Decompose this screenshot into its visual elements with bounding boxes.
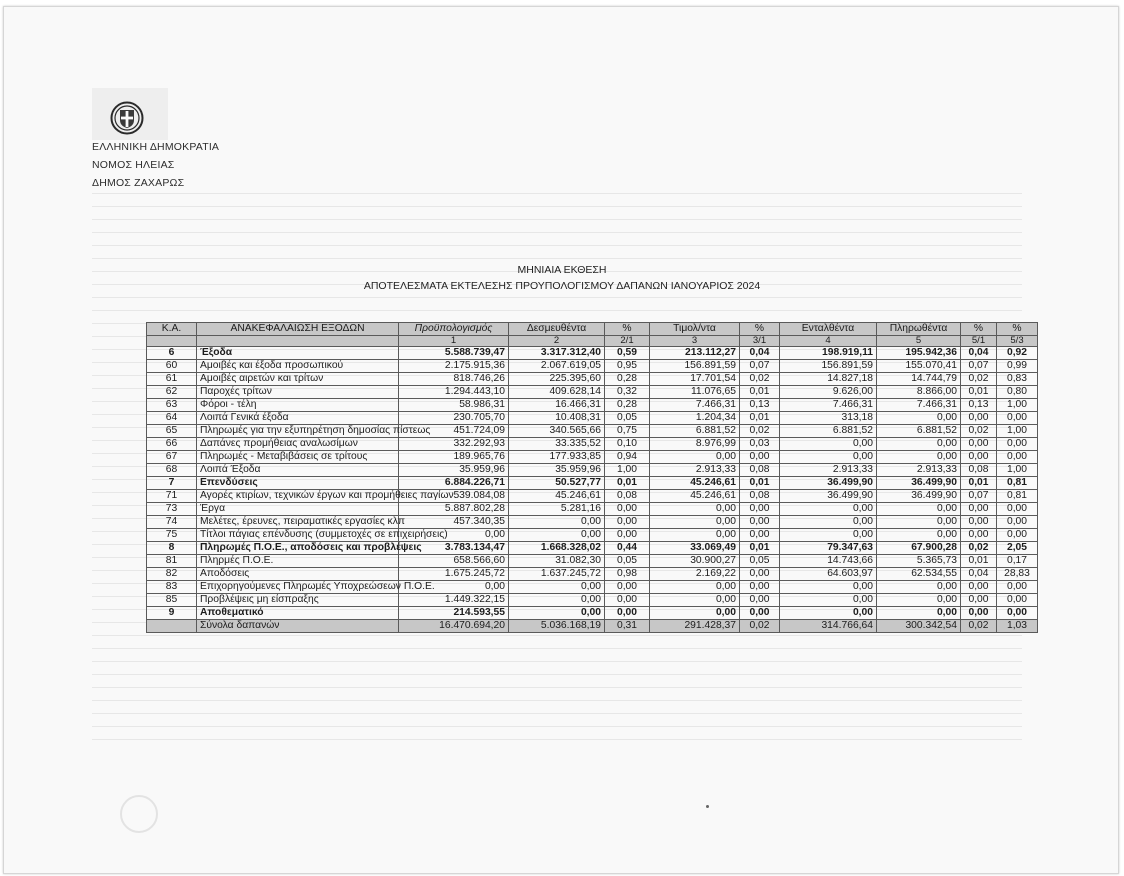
cell-pct-3-1: 0,07 <box>740 360 780 373</box>
cell-budget: 58.986,31 <box>399 399 509 412</box>
subheader-cell: 4 <box>780 336 877 347</box>
cell-committed: 0,00 <box>509 594 605 607</box>
cell-budget: 332.292,93 <box>399 438 509 451</box>
cell-ordered: 0,00 <box>780 516 877 529</box>
table-row <box>147 490 1038 503</box>
cell-committed: 225.395,60 <box>509 373 605 386</box>
cell-ordered: 0,00 <box>780 594 877 607</box>
cell-ordered: 14.743,66 <box>780 555 877 568</box>
cell-paid: 14.744,79 <box>877 373 961 386</box>
cell-pct-5-3: 0,00 <box>997 581 1038 594</box>
cell-paid: 8.866,00 <box>877 386 961 399</box>
cell-invoiced: 0,00 <box>650 581 740 594</box>
totals-row <box>147 620 1038 633</box>
cell-code: 68 <box>147 464 197 477</box>
cell-paid: 0,00 <box>877 581 961 594</box>
cell-pct-5-1: 0,00 <box>961 412 997 425</box>
greek-emblem-icon <box>110 101 144 135</box>
cell-description: Πληρμές Π.Ο.Ε. <box>197 555 399 568</box>
header-line-republic: ΕΛΛΗΝΙΚΗ ΔΗΜΟΚΡΑΤΙΑ <box>92 141 220 153</box>
cell-invoiced: 6.881,52 <box>650 425 740 438</box>
cell-pct-5-3: 0,81 <box>997 490 1038 503</box>
cell-pct-5-1: 0,00 <box>961 516 997 529</box>
cell-invoiced: 2.913,33 <box>650 464 740 477</box>
table-row <box>147 568 1038 581</box>
cell-pct-3-1: 0,00 <box>740 516 780 529</box>
report-subtitle: ΑΠΟΤΕΛΕΣΜΑΤΑ ΕΚΤΕΛΕΣΗΣ ΠΡΟΥΠΟΛΟΓΙΣΜΟΥ ΔΑΠΑΝΩΝ ΙΑΝΟΥΑΡΙΟΣ 2024 <box>363 280 761 292</box>
cell-code: 81 <box>147 555 197 568</box>
cell-code: 82 <box>147 568 197 581</box>
cell-invoiced: 156.891,59 <box>650 360 740 373</box>
cell-budget: 539.084,08 <box>399 490 509 503</box>
cell-code: 66 <box>147 438 197 451</box>
total-committed: 5.036.168,19 <box>509 620 605 633</box>
cell-pct-2-1: 0,05 <box>605 555 650 568</box>
table-section-row <box>147 347 1038 360</box>
cell-paid: 0,00 <box>877 516 961 529</box>
table-row <box>147 503 1038 516</box>
cell-ordered: 0,00 <box>780 581 877 594</box>
cell-paid: 155.070,41 <box>877 360 961 373</box>
cell-description: Επιχορηγούμενες Πληρωμές Υποχρεώσεων Π.Ο.Ε. <box>197 581 399 594</box>
cell-pct-5-1: 0,01 <box>961 386 997 399</box>
table-header-row <box>147 323 1038 336</box>
cell-invoiced: 11.076,65 <box>650 386 740 399</box>
cell-pct-3-1: 0,01 <box>740 542 780 555</box>
col-header-pct-2-1: % <box>605 323 650 336</box>
cell-code: 6 <box>147 347 197 360</box>
cell-invoiced: 2.169,22 <box>650 568 740 581</box>
cell-invoiced: 0,00 <box>650 607 740 620</box>
cell-pct-5-3: 0,00 <box>997 594 1038 607</box>
cell-committed: 409.628,14 <box>509 386 605 399</box>
cell-pct-2-1: 0,00 <box>605 594 650 607</box>
cell-ordered: 9.626,00 <box>780 386 877 399</box>
cell-pct-3-1: 0,00 <box>740 568 780 581</box>
subheader-cell: 2 <box>509 336 605 347</box>
cell-ordered: 36.499,90 <box>780 490 877 503</box>
cell-ordered: 0,00 <box>780 438 877 451</box>
cell-pct-5-3: 0,00 <box>997 607 1038 620</box>
table-section-row <box>147 607 1038 620</box>
cell-paid: 0,00 <box>877 607 961 620</box>
cell-pct-5-3: 28,83 <box>997 568 1038 581</box>
cell-budget: 0,00 <box>399 529 509 542</box>
cell-ordered: 6.881,52 <box>780 425 877 438</box>
cell-invoiced: 7.466,31 <box>650 399 740 412</box>
cell-committed: 10.408,31 <box>509 412 605 425</box>
cell-pct-3-1: 0,08 <box>740 490 780 503</box>
cell-pct-5-1: 0,02 <box>961 542 997 555</box>
cell-pct-5-1: 0,00 <box>961 529 997 542</box>
cell-invoiced: 1.204,34 <box>650 412 740 425</box>
cell-pct-3-1: 0,04 <box>740 347 780 360</box>
cell-committed: 340.565,66 <box>509 425 605 438</box>
total-pct-5-3: 1,03 <box>997 620 1038 633</box>
cell-pct-2-1: 0,00 <box>605 503 650 516</box>
cell-committed: 2.067.619,05 <box>509 360 605 373</box>
subheader-cell <box>147 336 197 347</box>
cell-pct-2-1: 0,59 <box>605 347 650 360</box>
cell-committed: 45.246,61 <box>509 490 605 503</box>
cell-pct-5-3: 1,00 <box>997 399 1038 412</box>
cell-ordered: 64.603,97 <box>780 568 877 581</box>
cell-ordered: 14.827,18 <box>780 373 877 386</box>
cell-code: 83 <box>147 581 197 594</box>
cell-pct-3-1: 0,00 <box>740 503 780 516</box>
cell-ordered: 0,00 <box>780 529 877 542</box>
cell-pct-3-1: 0,02 <box>740 373 780 386</box>
cell-pct-5-3: 1,00 <box>997 425 1038 438</box>
cell-paid: 36.499,90 <box>877 477 961 490</box>
cell-committed: 0,00 <box>509 529 605 542</box>
cell-pct-5-3: 0,92 <box>997 347 1038 360</box>
cell-pct-3-1: 0,05 <box>740 555 780 568</box>
table-section-row <box>147 477 1038 490</box>
cell-pct-5-1: 0,01 <box>961 555 997 568</box>
cell-paid: 62.534,55 <box>877 568 961 581</box>
cell-committed: 0,00 <box>509 581 605 594</box>
subheader-cell: 2/1 <box>605 336 650 347</box>
table-subheader-row <box>147 336 1038 347</box>
cell-invoiced: 213.112,27 <box>650 347 740 360</box>
cell-invoiced: 0,00 <box>650 594 740 607</box>
cell-pct-3-1: 0,01 <box>740 386 780 399</box>
cell-ordered: 313,18 <box>780 412 877 425</box>
cell-invoiced: 45.246,61 <box>650 477 740 490</box>
cell-paid: 36.499,90 <box>877 490 961 503</box>
cell-pct-3-1: 0,00 <box>740 607 780 620</box>
cell-code: 64 <box>147 412 197 425</box>
cell-committed: 33.335,52 <box>509 438 605 451</box>
cell-invoiced: 17.701,54 <box>650 373 740 386</box>
cell-pct-5-1: 0,00 <box>961 581 997 594</box>
cell-ordered: 2.913,33 <box>780 464 877 477</box>
table-row <box>147 581 1038 594</box>
cell-pct-5-1: 0,00 <box>961 438 997 451</box>
cell-paid: 0,00 <box>877 594 961 607</box>
cell-budget: 189.965,76 <box>399 451 509 464</box>
cell-pct-3-1: 0,13 <box>740 399 780 412</box>
subheader-cell <box>197 336 399 347</box>
cell-description: Δαπάνες προμήθειας αναλωσίμων <box>197 438 399 451</box>
cell-budget: 214.593,55 <box>399 607 509 620</box>
cell-pct-5-3: 0,80 <box>997 386 1038 399</box>
cell-description: Έργα <box>197 503 399 516</box>
cell-description: Πληρωμές - Μεταβιβάσεις σε τρίτους <box>197 451 399 464</box>
cell-committed: 35.959,96 <box>509 464 605 477</box>
cell-committed: 0,00 <box>509 607 605 620</box>
cell-paid: 6.881,52 <box>877 425 961 438</box>
cell-budget: 2.175.915,36 <box>399 360 509 373</box>
total-budget: 16.470.694,20 <box>399 620 509 633</box>
col-header-pct-5-3: % <box>997 323 1038 336</box>
cell-code: 71 <box>147 490 197 503</box>
cell-pct-2-1: 0,00 <box>605 581 650 594</box>
cell-pct-5-3: 2,05 <box>997 542 1038 555</box>
cell-pct-5-1: 0,00 <box>961 594 997 607</box>
cell-paid: 0,00 <box>877 451 961 464</box>
subheader-cell: 5/3 <box>997 336 1038 347</box>
cell-pct-5-1: 0,07 <box>961 360 997 373</box>
cell-budget: 457.340,35 <box>399 516 509 529</box>
cell-ordered: 79.347,63 <box>780 542 877 555</box>
cell-invoiced: 0,00 <box>650 451 740 464</box>
cell-description: Λοιπά Γενικά έξοδα <box>197 412 399 425</box>
cell-description: Αποθεματικό <box>197 607 399 620</box>
cell-code: 8 <box>147 542 197 555</box>
cell-invoiced: 45.246,61 <box>650 490 740 503</box>
cell-pct-5-3: 1,00 <box>997 464 1038 477</box>
cell-pct-3-1: 0,00 <box>740 451 780 464</box>
cell-budget: 451.724,09 <box>399 425 509 438</box>
cell-description: Πληρωμές για την εξυπηρέτηση δημοσίας πίστεως <box>197 425 399 438</box>
subheader-cell: 3/1 <box>740 336 780 347</box>
cell-description: Αμοιβές και έξοδα προσωπικού <box>197 360 399 373</box>
cell-description: Λοιπά Έξοδα <box>197 464 399 477</box>
total-paid: 300.342,54 <box>877 620 961 633</box>
table-row <box>147 412 1038 425</box>
cell-pct-5-1: 0,00 <box>961 503 997 516</box>
cell-budget: 6.884.226,71 <box>399 477 509 490</box>
cell-description: Παροχές τρίτων <box>197 386 399 399</box>
cell-pct-2-1: 0,32 <box>605 386 650 399</box>
cell-pct-5-3: 0,00 <box>997 516 1038 529</box>
total-label: Σύνολα δαπανών <box>197 620 399 633</box>
cell-code: 62 <box>147 386 197 399</box>
cell-code: 85 <box>147 594 197 607</box>
cell-committed: 3.317.312,40 <box>509 347 605 360</box>
table-row <box>147 438 1038 451</box>
cell-invoiced: 0,00 <box>650 529 740 542</box>
cell-pct-5-3: 0,00 <box>997 438 1038 451</box>
cell-pct-3-1: 0,00 <box>740 529 780 542</box>
cell-ordered: 198.919,11 <box>780 347 877 360</box>
cell-code: 7 <box>147 477 197 490</box>
table-body <box>147 347 1038 620</box>
total-invoiced: 291.428,37 <box>650 620 740 633</box>
cell-ordered: 7.466,31 <box>780 399 877 412</box>
cell-pct-2-1: 1,00 <box>605 464 650 477</box>
cell-code: 74 <box>147 516 197 529</box>
cell-pct-5-1: 0,00 <box>961 607 997 620</box>
cell-pct-2-1: 0,28 <box>605 399 650 412</box>
cell-budget: 230.705,70 <box>399 412 509 425</box>
col-header-description: ΑΝΑΚΕΦΑΛΑΙΩΣΗ ΕΞΟΔΩΝ <box>197 323 399 336</box>
cell-pct-2-1: 0,94 <box>605 451 650 464</box>
cell-code: 65 <box>147 425 197 438</box>
cell-pct-5-3: 0,00 <box>997 529 1038 542</box>
bleed-through-seal <box>120 795 158 833</box>
table-row <box>147 451 1038 464</box>
cell-pct-5-3: 0,00 <box>997 451 1038 464</box>
col-header-pct-3-1: % <box>740 323 780 336</box>
cell-pct-5-1: 0,07 <box>961 490 997 503</box>
cell-pct-3-1: 0,08 <box>740 464 780 477</box>
cell-pct-5-1: 0,08 <box>961 464 997 477</box>
header-line-municipality: ΔΗΜΟΣ ΖΑΧΑΡΩΣ <box>92 177 185 189</box>
subheader-cell: 5/1 <box>961 336 997 347</box>
cell-ordered: 36.499,90 <box>780 477 877 490</box>
cell-paid: 7.466,31 <box>877 399 961 412</box>
cell-pct-2-1: 0,00 <box>605 529 650 542</box>
cell-invoiced: 33.069,49 <box>650 542 740 555</box>
cell-pct-2-1: 0,05 <box>605 412 650 425</box>
cell-pct-5-3: 0,99 <box>997 360 1038 373</box>
table-row <box>147 529 1038 542</box>
cell-pct-3-1: 0,02 <box>740 425 780 438</box>
cell-code: 60 <box>147 360 197 373</box>
cell-description: Τίτλοι πάγιας επένδυσης (συμμετοχές σε επιχειρήσεις) <box>197 529 399 542</box>
col-header-code: Κ.Α. <box>147 323 197 336</box>
cell-invoiced: 30.900,27 <box>650 555 740 568</box>
cell-description: Έξοδα <box>197 347 399 360</box>
cell-pct-3-1: 0,00 <box>740 581 780 594</box>
cell-budget: 35.959,96 <box>399 464 509 477</box>
cell-pct-2-1: 0,10 <box>605 438 650 451</box>
cell-invoiced: 8.976,99 <box>650 438 740 451</box>
total-ordered: 314.766,64 <box>780 620 877 633</box>
cell-paid: 5.365,73 <box>877 555 961 568</box>
cell-paid: 0,00 <box>877 438 961 451</box>
cell-pct-3-1: 0,03 <box>740 438 780 451</box>
cell-description: Πληρωμές Π.Ο.Ε., αποδόσεις και προβλέψεις <box>197 542 399 555</box>
cell-budget: 658.566,60 <box>399 555 509 568</box>
table-row <box>147 555 1038 568</box>
cell-budget: 3.783.134,47 <box>399 542 509 555</box>
cell-pct-5-1: 0,01 <box>961 477 997 490</box>
cell-pct-5-3: 0,83 <box>997 373 1038 386</box>
cell-code: 9 <box>147 607 197 620</box>
cell-paid: 195.942,36 <box>877 347 961 360</box>
cell-paid: 2.913,33 <box>877 464 961 477</box>
cell-pct-2-1: 0,98 <box>605 568 650 581</box>
cell-pct-5-1: 0,04 <box>961 347 997 360</box>
table-row <box>147 399 1038 412</box>
cell-invoiced: 0,00 <box>650 516 740 529</box>
cell-description: Αγορές κτιρίων, τεχνικών έργων και προμήθειες παγίων <box>197 490 399 503</box>
table-section-row <box>147 542 1038 555</box>
cell-pct-5-1: 0,02 <box>961 373 997 386</box>
cell-pct-5-3: 0,81 <box>997 477 1038 490</box>
scan-speck <box>706 805 709 808</box>
cell-pct-2-1: 0,28 <box>605 373 650 386</box>
total-pct-5-1: 0,02 <box>961 620 997 633</box>
cell-code: 73 <box>147 503 197 516</box>
cell-ordered: 0,00 <box>780 451 877 464</box>
table-row <box>147 386 1038 399</box>
cell-pct-2-1: 0,44 <box>605 542 650 555</box>
cell-code: 67 <box>147 451 197 464</box>
table-row <box>147 516 1038 529</box>
subheader-cell: 1 <box>399 336 509 347</box>
cell-pct-2-1: 0,75 <box>605 425 650 438</box>
cell-budget: 1.294.443,10 <box>399 386 509 399</box>
cell-pct-5-1: 0,00 <box>961 451 997 464</box>
cell-description: Φόροι - τέλη <box>197 399 399 412</box>
cell-pct-3-1: 0,01 <box>740 412 780 425</box>
subheader-cell: 5 <box>877 336 961 347</box>
cell-pct-5-1: 0,13 <box>961 399 997 412</box>
table-row <box>147 373 1038 386</box>
cell-invoiced: 0,00 <box>650 503 740 516</box>
cell-committed: 177.933,85 <box>509 451 605 464</box>
table-row <box>147 425 1038 438</box>
cell-budget: 5.887.802,28 <box>399 503 509 516</box>
cell-paid: 0,00 <box>877 503 961 516</box>
cell-ordered: 0,00 <box>780 503 877 516</box>
cell-description: Αμοιβές αιρετών και τρίτων <box>197 373 399 386</box>
cell-pct-2-1: 0,00 <box>605 516 650 529</box>
cell-pct-5-1: 0,04 <box>961 568 997 581</box>
col-header-paid: Πληρωθέντα <box>877 323 961 336</box>
cell-description: Επενδύσεις <box>197 477 399 490</box>
cell-description: Προβλέψεις μη είσπραξης <box>197 594 399 607</box>
cell-budget: 1.449.322,15 <box>399 594 509 607</box>
cell-paid: 0,00 <box>877 412 961 425</box>
cell-pct-2-1: 0,08 <box>605 490 650 503</box>
cell-committed: 0,00 <box>509 516 605 529</box>
cell-pct-2-1: 0,00 <box>605 607 650 620</box>
cell-pct-3-1: 0,01 <box>740 477 780 490</box>
col-header-invoiced: Τιμολ/ντα <box>650 323 740 336</box>
cell-committed: 1.668.328,02 <box>509 542 605 555</box>
cell-code: 63 <box>147 399 197 412</box>
cell-committed: 1.637.245,72 <box>509 568 605 581</box>
report-title: ΜΗΝΙΑΙΑ ΕΚΘΕΣΗ <box>517 264 607 276</box>
cell-pct-2-1: 0,01 <box>605 477 650 490</box>
cell-committed: 50.527,77 <box>509 477 605 490</box>
cell-ordered: 0,00 <box>780 607 877 620</box>
cell-pct-3-1: 0,00 <box>740 594 780 607</box>
budget-execution-table <box>146 322 1038 633</box>
cell-code: 61 <box>147 373 197 386</box>
cell-description: Μελέτες, έρευνες, πειραματικές εργασίες κλπ <box>197 516 399 529</box>
cell-committed: 5.281,16 <box>509 503 605 516</box>
col-header-pct-5-1: % <box>961 323 997 336</box>
cell-pct-5-3: 0,00 <box>997 503 1038 516</box>
cell-paid: 0,00 <box>877 529 961 542</box>
cell-committed: 31.082,30 <box>509 555 605 568</box>
total-pct-3-1: 0,02 <box>740 620 780 633</box>
cell-budget: 0,00 <box>399 581 509 594</box>
total-pct-2-1: 0,31 <box>605 620 650 633</box>
table-row <box>147 594 1038 607</box>
col-header-committed: Δεσμευθέντα <box>509 323 605 336</box>
cell-budget: 5.588.739,47 <box>399 347 509 360</box>
cell-pct-2-1: 0,95 <box>605 360 650 373</box>
cell-ordered: 156.891,59 <box>780 360 877 373</box>
cell-budget: 818.746,26 <box>399 373 509 386</box>
subheader-cell: 3 <box>650 336 740 347</box>
cell-description: Αποδόσεις <box>197 568 399 581</box>
cell-pct-5-1: 0,02 <box>961 425 997 438</box>
table-row <box>147 360 1038 373</box>
col-header-budget: Προϋπολογισμός <box>399 323 509 336</box>
header-line-prefecture: ΝΟΜΟΣ ΗΛΕΙΑΣ <box>92 159 175 171</box>
cell-paid: 67.900,28 <box>877 542 961 555</box>
cell-pct-5-3: 0,17 <box>997 555 1038 568</box>
col-header-ordered: Ενταλθέντα <box>780 323 877 336</box>
total-code-cell <box>147 620 197 633</box>
table-row <box>147 464 1038 477</box>
cell-budget: 1.675.245,72 <box>399 568 509 581</box>
cell-committed: 16.466,31 <box>509 399 605 412</box>
cell-pct-5-3: 0,00 <box>997 412 1038 425</box>
cell-code: 75 <box>147 529 197 542</box>
